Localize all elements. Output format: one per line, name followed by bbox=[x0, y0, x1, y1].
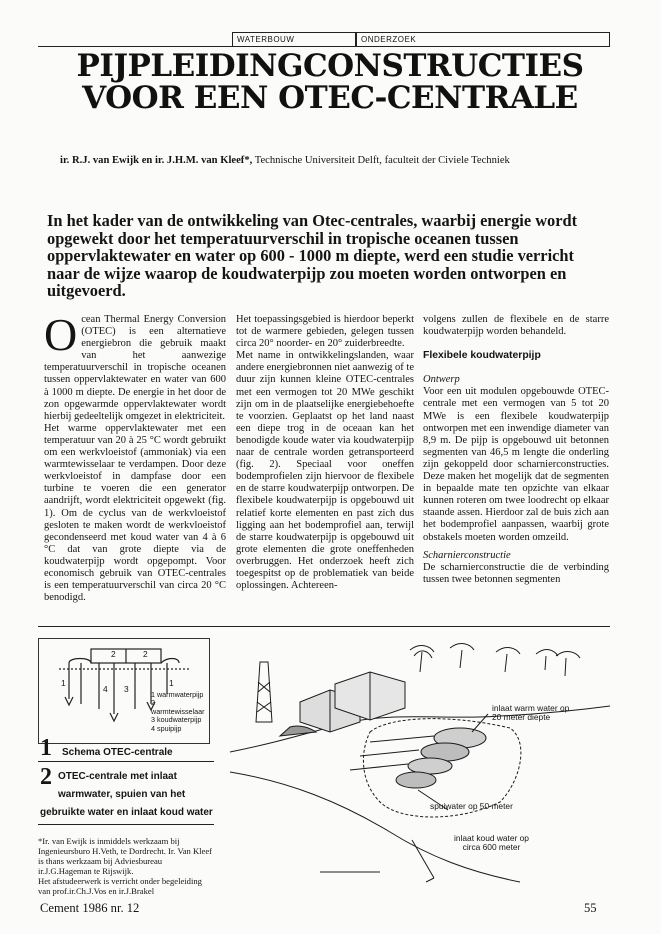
section-tab: WATERBOUW bbox=[232, 32, 356, 46]
caption-rule bbox=[38, 824, 214, 825]
fig1-pipe-label: 3 bbox=[124, 684, 129, 694]
figure-2-caption bbox=[40, 766, 216, 820]
otec-plant-drawing bbox=[220, 632, 612, 888]
author-line bbox=[60, 155, 620, 166]
paragraph: De scharnierconstructie die de verbinding tussen twee betonnen segmenten bbox=[423, 561, 609, 585]
body-column-2 bbox=[236, 314, 414, 592]
paragraph: Het toepassingsgebied is hierdoor beperkt tot de warmere gebieden, gelegen tussen circa 20° noorder- en 20° zuiderbreedte. bbox=[236, 314, 414, 350]
fig1-legend bbox=[151, 691, 209, 733]
paragraph: Voor een uit modulen opgebouwde OTEC-centrale met een vermogen van 5 tot 20 MWe is een flexibele koudwaterpijp ontworpen met een inwendige diameter van 8,9 m. De pijp is opgebouwd uit betonnen segmenten van 46,5 m lengte die onderling zijn gekoppeld door scharnierconstructies. Deze maken het mogelijk dat de segmenten in bepaalde mate ten opzichte van elkaar kunnen roteren om twee loodrecht op elkaar staande assen. Hierdoor zal de buis zich aan het bodemprofiel aanpassen, waarbij grote obstakels moeten worden omzeild. bbox=[423, 386, 609, 543]
paragraph: volgens zullen de flexibele en de starre koudwaterpijp worden behandeld. bbox=[423, 314, 609, 338]
category-tab: ONDERZOEK bbox=[356, 32, 610, 46]
label-inlaat-warm: inlaat warm water op 20 meter diepte bbox=[492, 703, 570, 722]
body-column-3 bbox=[423, 314, 609, 586]
subsection-heading: Ontwerp bbox=[423, 374, 460, 386]
section-heading: Flexibele koudwaterpijp bbox=[423, 350, 541, 362]
page-number: 55 bbox=[584, 901, 597, 915]
paragraph-text: cean Thermal Energy Conversion (OTEC) is een alternatieve energiebron die gebruik maakt van het aanwezige temperatuurverschil in tropische oceanen tussen oppervlaktewater en water van 600 à 1000 m diepte. De energie in het door de zon opgewarmde oppervlaktewater wordt hierbij gedeeltelijk omgezet in elektriciteit. bbox=[44, 314, 226, 422]
paragraph: Met name in ontwikkelingslanden, waar andere energiebronnen niet aanwezig of te duur zijn kunnen kleine OTEC-centrales met een vermogen tot 20 MWe geschikt zijn om in de plaatselijke energiebehoefte te voorzien. Geplaatst op het land naast een diepe trog in de oceaan kan het benodigde koude water via koudwaterpijp naar de centrale worden getransporteerd (fig. 2). Speciaal voor oneffen bodemprofielen zijn hiervoor de flexibele en de starre koudwaterpijp ontworpen. De flexibele koudwaterpijp is opgebouwd uit relatief korte elementen en past zich dus ligging aan het bodemprofiel aan, terwijl de starre koudwaterpijp is opgebouwd uit grote elementen die grote oneffenheden overbruggen. Het onderzoek heeft zich toegespitst op de problematiek van beide oplossingen. Achtereen- bbox=[236, 350, 414, 592]
figure-1-caption bbox=[40, 737, 216, 760]
caption-number: 1 bbox=[40, 735, 52, 761]
author-names: ir. R.J. van Ewijk en ir. J.H.M. van Kleef*, bbox=[60, 155, 253, 166]
caption-text: Schema OTEC-centrale bbox=[62, 747, 173, 758]
header-rule bbox=[38, 46, 610, 47]
legend-item: 4 spuipijp bbox=[151, 723, 182, 733]
article-title bbox=[40, 50, 620, 114]
fig1-pipe-label: 1 bbox=[169, 678, 174, 688]
fig1-pipe-label: 4 bbox=[103, 684, 108, 694]
figure-2-illustration bbox=[220, 632, 612, 888]
fig1-label-2b: 2 bbox=[143, 649, 148, 659]
caption-number: 2 bbox=[40, 764, 52, 790]
drop-cap: O bbox=[44, 309, 78, 360]
figure-1-schema bbox=[38, 638, 210, 744]
fig1-pipe-label: 1 bbox=[61, 678, 66, 688]
legend-item: 3 koudwaterpijp bbox=[151, 715, 202, 725]
subsection-heading: Scharnierconstructie bbox=[423, 549, 511, 561]
paragraph: Het warme oppervlaktewater met een temperatuur van 20 à 25 °C wordt gebruikt om een werkvloeistof (ammoniak) via een warmtewisselaar te verdampen. Door deze werkvloeistof in dampfase door een turbine te voeren die een generator aandrijft, wordt elektriciteit opgewekt (fig. 1). Om de cyclus van de werkvloeistof gesloten te maken wordt de werkvloeistof gecondenseerd met koud water van 4 à 6 °C dat van grote diepte via de koudwaterpijp wordt opgepompt. Voor economisch gebruik van OTEC-centrales is een temperatuurverschil van circa 20 °C benodigd. bbox=[44, 422, 226, 604]
caption-rule bbox=[38, 761, 214, 762]
legend-item: 2 warmtewisselaar bbox=[151, 698, 205, 716]
legend-item: 1 warmwaterpijp bbox=[151, 690, 204, 699]
fig1-label-2a: 2 bbox=[111, 649, 116, 659]
body-column-1 bbox=[44, 309, 226, 604]
author-affiliation: Technische Universiteit Delft, faculteit der Civiele Techniek bbox=[252, 155, 510, 166]
paragraph bbox=[44, 309, 226, 423]
title-line-2: VOOR EEN OTEC-CENTRALE bbox=[82, 80, 578, 116]
journal-footer: Cement 1986 nr. 12 bbox=[40, 901, 140, 915]
lead-paragraph: In het kader van de ontwikkeling van Otec-centrales, waarbij energie wordt opgewekt door het temperatuurverschil in tropische oceanen tussen oppervlaktewater en water op 600 - 1000 m diepte, werd een studie verricht naar de wijze waarop de koudwaterpijp zou moeten worden ontworpen en uitgevoerd. bbox=[47, 211, 578, 300]
label-inlaat-koud: inlaat koud water op circa 600 meter bbox=[454, 833, 529, 852]
caption-text: OTEC-centrale met inlaat warmwater, spuien van het gebruikte water en inlaat koud water bbox=[40, 771, 213, 818]
title-line-1: PIJPLEIDINGCONSTRUCTIES bbox=[76, 48, 584, 84]
footnote: *Ir. van Ewijk is inmiddels werkzaam bij Ingenieursburo H.Veth, te Dordrecht. Ir. Van Kleef is thans werkzaam bij Adviesbureau ir.J.G.Hageman te Rijswijk. Het afstudeerwerk is verricht onder begeleiding van prof.ir.Ch.J.Vos en ir.J.Brakel bbox=[38, 836, 213, 896]
figure-rule bbox=[38, 626, 610, 627]
label-spuiwater: spuiwater op 50 meter bbox=[430, 801, 513, 811]
